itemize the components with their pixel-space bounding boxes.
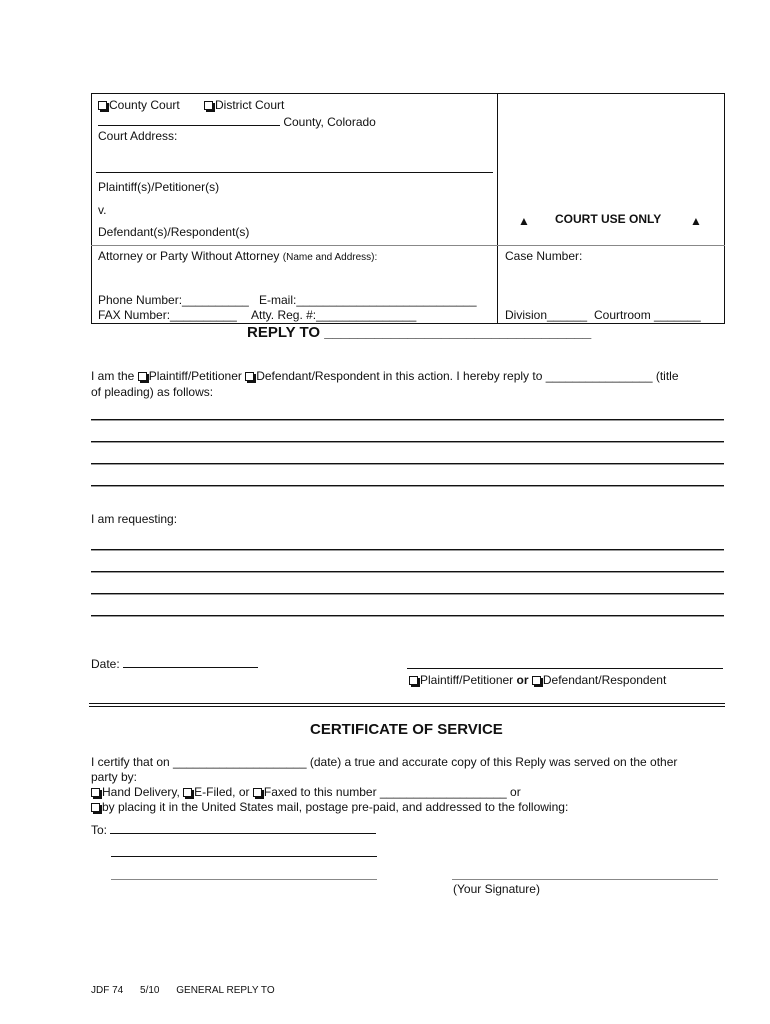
sig-defendant-checkbox[interactable] [532,676,541,685]
reply-to-title[interactable]: REPLY TO ________________________________ [247,324,592,341]
request-line[interactable] [91,615,724,617]
efiled-label: E-Filed, or [194,785,250,799]
reply-line[interactable] [91,463,724,465]
signature-line[interactable] [407,668,723,669]
mail-label: by placing it in the United States mail, postage pre-paid, and addressed to the following: [102,800,569,814]
county-field[interactable] [98,114,376,129]
faxed-label: Faxed to this number ___________________ or [263,785,521,799]
county-court-checkbox[interactable] [98,101,107,110]
fax-field[interactable]: FAX Number:__________ [98,308,237,322]
date-blank[interactable] [123,656,258,668]
defendants-label: Defendant(s)/Respondent(s) [98,225,250,239]
arrow-up-icon: ▲ [518,214,530,228]
sig-plaintiff-label: Plaintiff/Petitioner [420,673,514,687]
hand-delivery-label: Hand Delivery, [102,785,180,799]
address-line[interactable] [111,879,377,880]
party-statement [91,369,679,383]
atty-reg-field[interactable]: Atty. Reg. #:_______________ [251,308,417,322]
request-line[interactable] [91,593,724,595]
sig-plaintiff-checkbox[interactable] [409,676,418,685]
district-court-label: District Court [215,98,285,112]
request-line[interactable] [91,549,724,551]
certificate-heading: CERTIFICATE OF SERVICE [310,721,503,738]
reply-line[interactable] [91,419,724,421]
footer [91,985,275,996]
reply-line[interactable] [91,485,724,487]
division-field[interactable]: Division______ [505,308,588,322]
address-line[interactable] [111,856,377,857]
attorney-line [98,249,377,263]
versus-label: v. [98,203,107,217]
form-revision: 5/10 [140,985,160,996]
service-methods [91,785,521,799]
defendant-respondent-checkbox[interactable] [245,372,254,381]
plaintiffs-label: Plaintiff(s)/Petitioner(s) [98,180,220,194]
defendant-respondent-label: Defendant/Respondent in this action. I hereby reply to ________________ (title [256,369,679,383]
sig-defendant-label: Defendant/Respondent [542,673,667,687]
plaintiff-petitioner-checkbox[interactable] [138,372,147,381]
courtroom-field[interactable]: Courtroom _______ [594,308,701,322]
section-divider [89,703,725,704]
faxed-checkbox[interactable] [253,788,262,797]
of-pleading-label: of pleading) as follows: [91,385,214,399]
to-label: To: [91,823,108,837]
section-divider [89,706,725,707]
to-field[interactable] [91,822,376,837]
county-name-blank[interactable] [98,114,280,126]
certify-line[interactable]: I certify that on ____________________ (date) a true and accurate copy of this Reply was served on the other [91,755,678,769]
district-court-checkbox[interactable] [204,101,213,110]
request-line[interactable] [91,571,724,573]
your-signature-line[interactable] [452,879,718,880]
date-label: Date: [91,657,120,671]
efiled-checkbox[interactable] [183,788,192,797]
party-by-label: party by: [91,770,138,784]
court-use-only-label: COURT USE ONLY [555,212,662,226]
email-field[interactable]: E-mail:___________________________ [259,293,477,307]
sig-or-label: or [516,673,529,687]
case-number-label: Case Number: [505,249,583,263]
county-colorado-label: County, Colorado [283,115,376,129]
district-court-option[interactable] [204,98,284,112]
date-field[interactable] [91,656,258,671]
county-court-option[interactable] [98,98,180,112]
to-blank[interactable] [110,822,376,834]
your-signature-label: (Your Signature) [453,882,540,896]
hand-delivery-checkbox[interactable] [91,788,100,797]
attorney-label: Attorney or Party Without Attorney [98,249,280,263]
form-title: GENERAL REPLY TO [176,985,275,996]
i-am-the-label: I am the [91,369,135,383]
mail-checkbox[interactable] [91,803,100,812]
phone-field[interactable]: Phone Number:__________ [98,293,249,307]
county-court-label: County Court [109,98,180,112]
form-id: JDF 74 [91,985,124,996]
requesting-label: I am requesting: [91,512,178,526]
mail-method [91,800,568,814]
reply-line[interactable] [91,441,724,443]
plaintiff-petitioner-label: Plaintiff/Petitioner [148,369,242,383]
signer-options [409,673,666,687]
attorney-note: (Name and Address): [282,252,378,263]
court-address-label: Court Address: [98,129,178,143]
arrow-up-icon: ▲ [690,214,702,228]
